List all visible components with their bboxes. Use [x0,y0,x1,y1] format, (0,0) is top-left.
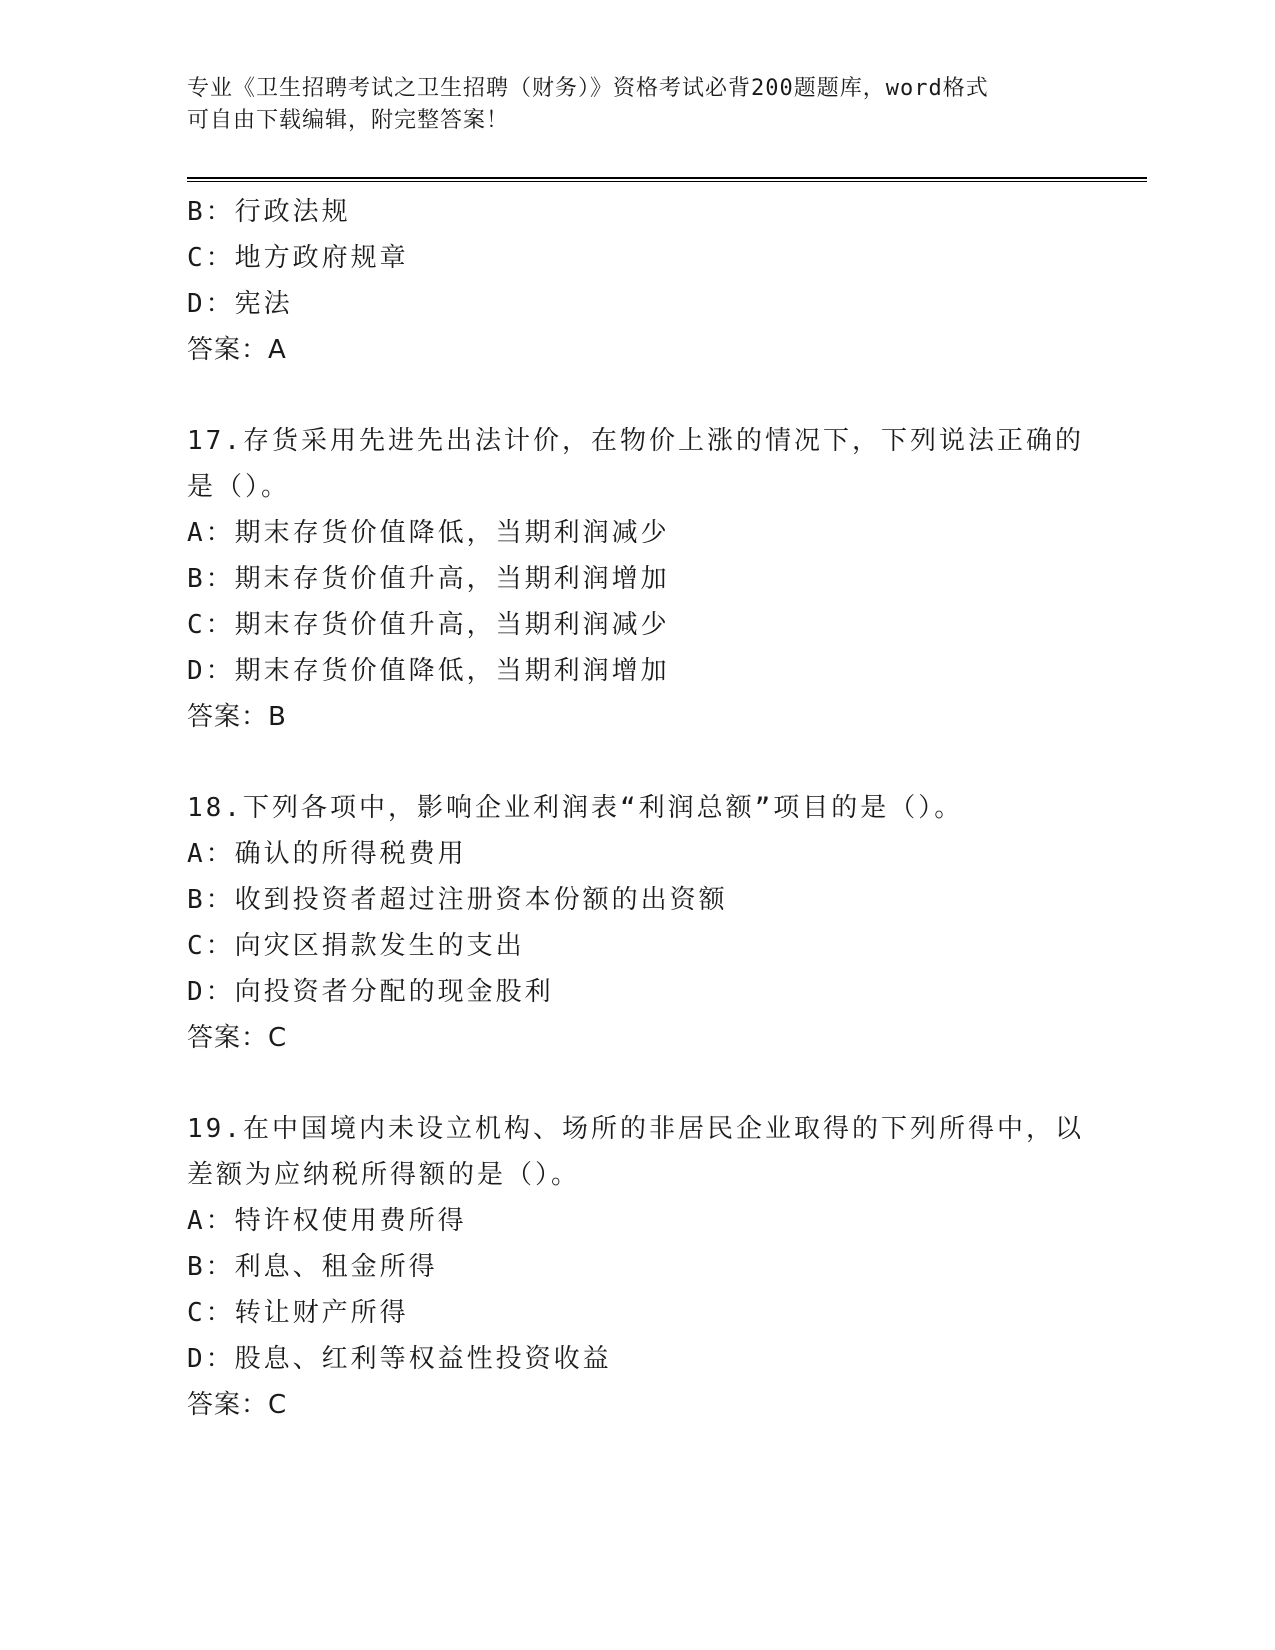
question-block-18 [187,785,1147,1061]
question-block-19 [187,1106,1147,1428]
header-title-line-2: 可自由下载编辑，附完整答案！ [187,108,510,133]
option-d: D：期末存货价值降低，当期利润增加 [187,656,670,686]
option-a: A：期末存货价值降低，当期利润减少 [187,518,670,548]
option-c: C：向灾区捐款发生的支出 [187,931,525,961]
question-stem-continued: 差额为应纳税所得额的是（）。 [187,1160,581,1190]
header-divider-thick [187,177,1147,179]
option-c: C：地方政府规章 [187,243,409,273]
spacer [187,373,1147,418]
answer-line: 答案：B [187,702,287,732]
option-d: D：向投资者分配的现金股利 [187,977,554,1007]
option-b: B：期末存货价值升高，当期利润增加 [187,564,670,594]
question-block-17 [187,418,1147,740]
option-b: B：行政法规 [187,197,351,227]
option-d: D：宪法 [187,289,293,319]
header-divider-thin [187,181,1147,182]
option-c: C：期末存货价值升高，当期利润减少 [187,610,670,640]
answer-line: 答案：C [187,1390,288,1420]
question-stem-continued: 是（）。 [187,472,291,502]
question-block-16 [187,189,1147,373]
answer-line: 答案：C [187,1023,288,1053]
question-stem: 17.存货采用先进先出法计价，在物价上涨的情况下，下列说法正确的 [187,426,1084,456]
question-stem: 19.在中国境内未设立机构、场所的非居民企业取得的下列所得中，以 [187,1114,1084,1144]
option-a: A：确认的所得税费用 [187,839,467,869]
option-b: B：利息、租金所得 [187,1252,438,1282]
spacer [187,740,1147,785]
spacer [187,1061,1147,1106]
question-stem: 18.下列各项中，影响企业利润表“利润总额”项目的是（）。 [187,793,964,823]
option-d: D：股息、红利等权益性投资收益 [187,1344,612,1374]
option-a: A：特许权使用费所得 [187,1206,467,1236]
answer-line: 答案：A [187,335,287,365]
document-header [187,73,1087,137]
header-title-line-1: 专业《卫生招聘考试之卫生招聘（财务）》资格考试必背200题题库，word格式 [187,76,989,101]
option-c: C：转让财产所得 [187,1298,409,1328]
option-b: B：收到投资者超过注册资本份额的出资额 [187,885,728,915]
question-list [187,189,1147,1428]
